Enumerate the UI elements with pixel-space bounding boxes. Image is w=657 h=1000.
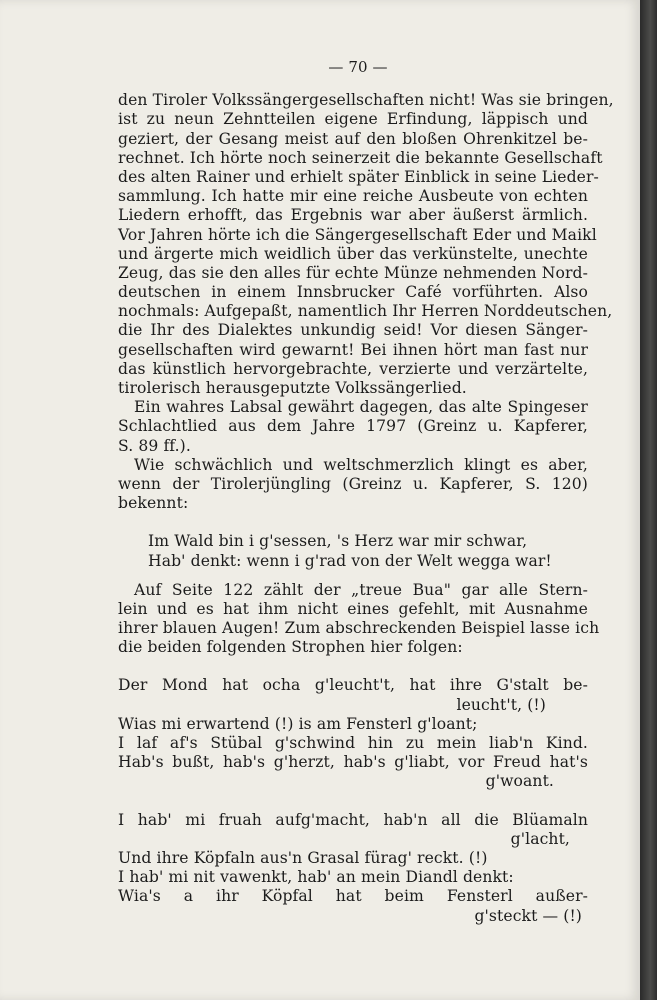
spacer <box>118 513 588 532</box>
text-line: sammlung. Ich hatte mir eine reiche Ausbeute von echten <box>118 187 588 206</box>
poem-stanza-2 <box>118 811 588 926</box>
paragraph-1 <box>118 91 614 398</box>
text-line: wenn der Tirolerjüngling (Greinz u. Kapferer, S. 120) <box>118 474 588 493</box>
text-block <box>118 58 614 926</box>
text-line: lein und es hat ihm nicht eines gefehlt, mit Ausnahme <box>118 599 588 618</box>
verse-line: Im Wald bin i g'sessen, 's Herz war mir schwar, <box>148 532 528 551</box>
poem-line-continuation: g'woant. <box>485 772 554 791</box>
text-line: tirolerisch herausgeputzte Volkssängerlied. <box>118 379 467 398</box>
text-line: und ärgerte mich weidlich über das verkünstelte, unechte <box>118 244 588 263</box>
verse-line: Hab' denkt: wenn i g'rad von der Welt weggа war! <box>148 551 552 570</box>
poem-line: Wia's a ihr Köpfal hat beim Fensterl außer- <box>118 887 588 906</box>
text-line: Auf Seite 122 zählt der „treue Bua" gar alle Stern- <box>134 580 588 599</box>
poem-line-continuation: leucht't, (!) <box>456 695 546 714</box>
text-line: Wie schwächlich und weltschmerzlich klingt es aber, <box>134 455 588 474</box>
poem-line: I hab' mi fruah aufg'macht, hab'n all die Blüamaln <box>118 810 588 829</box>
book-edge <box>640 0 657 1000</box>
spacer <box>118 792 588 811</box>
text-line: die beiden folgenden Strophen hier folgen: <box>118 638 463 657</box>
text-line: bekennt: <box>118 494 189 513</box>
text-line: geziert, der Gesang meist auf den bloßen Ohrenkitzel be- <box>118 129 588 148</box>
spacer <box>118 657 588 676</box>
paragraph-2 <box>118 398 588 456</box>
page-number: — 70 — <box>328 58 388 76</box>
text-line: rechnet. Ich hörte noch seinerzeit die bekannte Gesellschaft <box>118 148 603 167</box>
poem-line: Und ihre Köpfaln aus'n Grasal fürag' reckt. (!) <box>118 848 488 867</box>
poem-line-continuation: g'lacht, <box>510 829 570 848</box>
text-line: Vor Jahren hörte ich die Sängergesellschaft Eder und Maikl <box>118 225 597 244</box>
spacer <box>118 571 588 581</box>
text-line: gesellschaften wird gewarnt! Bei ihnen hört man fast nur <box>118 340 588 359</box>
text-line: Liedern erhofft, das Ergebnis war aber äußerst ärmlich. <box>118 206 588 225</box>
text-line: nochmals: Aufgepaßt, namentlich Ihr Herren Norddeutschen, <box>118 302 613 321</box>
text-line: ist zu neun Zehntteilen eigene Erfindung, läppisch und <box>118 110 588 129</box>
text-line: deutschen in einem Innsbrucker Café vorführten. Also <box>118 283 588 302</box>
poem-line: Wias mi erwartend (!) is am Fensterl g'loant; <box>118 714 478 733</box>
verse-quote <box>118 532 588 570</box>
text-line: Zeug, das sie den alles für echte Münze nehmenden Nord- <box>118 263 588 282</box>
poem-line: Hab's bußt, hab's g'herzt, hab's g'liabt, vor Freud hat's <box>118 753 588 772</box>
poem-line-continuation: g'steckt — (!) <box>474 906 582 925</box>
text-line: den Tiroler Volkssängergesellschaften nicht! Was sie bringen, <box>118 91 614 110</box>
poem-line: I hab' mi nit vawenkt, hab' an mein Diandl denkt: <box>118 868 514 887</box>
text-line: das künstlich hervorgebrachte, verzierte und verzärtelte, <box>118 359 588 378</box>
text-line: Ein wahres Labsal gewährt dagegen, das alte Spingeser <box>134 398 588 417</box>
poem-line: Der Mond hat ocha g'leucht't, hat ihre G'stalt be- <box>118 676 588 695</box>
text-line: die Ihr des Dialektes unkundig seid! Vor diesen Sänger- <box>118 321 588 340</box>
paragraph-3 <box>118 456 588 514</box>
text-line: Schlachtlied aus dem Jahre 1797 (Greinz u. Kapferer, <box>118 417 588 436</box>
text-line: des alten Rainer und erhielt später Einblick in seine Lieder- <box>118 167 599 186</box>
poem-stanza-1 <box>118 676 588 791</box>
paragraph-4 <box>118 580 600 658</box>
text-line: ihrer blauen Augen! Zum abschreckenden Beispiel lasse ich <box>118 619 600 638</box>
poem-line: I laf af's Stübal g'schwind hin zu mein liab'n Kind. <box>118 734 588 753</box>
text-line: S. 89 ff.). <box>118 436 191 455</box>
